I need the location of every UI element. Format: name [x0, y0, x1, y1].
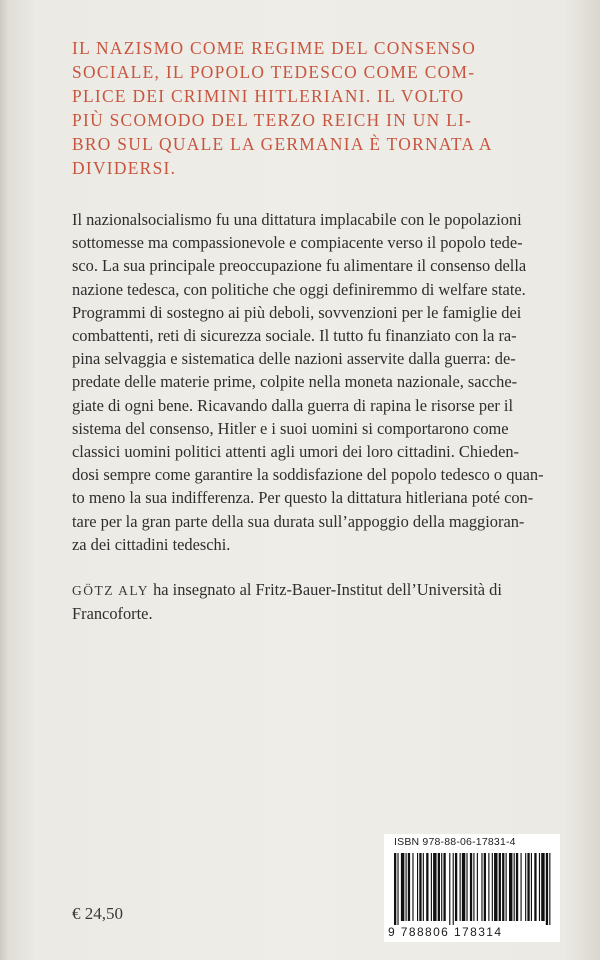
barcode-bar — [546, 853, 548, 925]
description-line: sottomesse ma compassionevole e compiacente verso il popolo tede- — [72, 233, 523, 253]
barcode-bar — [466, 853, 467, 921]
blurb-line: IL NAZISMO COME REGIME DEL CONSENSO — [72, 38, 477, 58]
barcode-bar — [394, 853, 396, 925]
barcode-bar — [516, 853, 518, 921]
isbn-label: ISBN 978-88-06-17831-4 — [394, 836, 516, 848]
description-line: za dei cittadini tedeschi. — [72, 534, 231, 554]
barcode-bar — [514, 853, 515, 921]
barcode-bar — [527, 853, 529, 921]
barcode-bar — [521, 853, 522, 921]
barcode-bar — [453, 853, 454, 925]
barcode-bar — [531, 853, 532, 921]
description-line: pina selvaggia e sistematica delle nazioni asservite dalla guerra: de- — [72, 349, 516, 369]
barcode-bar — [397, 853, 398, 925]
barcode-bar — [525, 853, 526, 921]
barcode-bar — [502, 853, 504, 921]
barcode-bar — [401, 853, 404, 921]
barcode-bar — [417, 853, 418, 921]
description-line: nazione tedesca, con politiche che oggi definiremmo di welfare state. — [72, 279, 526, 299]
description-line: to meno la sua indifferenza. Per questo la dittatura hitleriana poté con- — [72, 488, 534, 508]
barcode-bar — [488, 853, 489, 921]
barcode-bar — [499, 853, 501, 921]
author-bio-text: ha insegnato al Fritz-Bauer-Institut dell’Università di — [149, 580, 502, 599]
barcode-bar — [419, 853, 421, 921]
description-line: classici uomini politici attenti agli umori dei loro cittadini. Chieden- — [72, 442, 520, 462]
author-bio — [72, 578, 572, 625]
blurb-line: PIÙ SCOMODO DEL TERZO REICH IN UN LI- — [72, 110, 473, 130]
barcode-bar — [433, 853, 436, 921]
description-line: dosi sempre come garantire la soddisfazione del popolo tedesco o quan- — [72, 465, 544, 485]
blurb-line: BRO SUL QUALE LA GERMANIA È TORNATA A — [72, 134, 493, 154]
description-line: giate di ogni bene. Ricavando dalla guerra di rapina le risorse per il — [72, 395, 514, 415]
description-line: Il nazionalsocialismo fu una dittatura implacabile con le popolazioni — [72, 210, 522, 229]
barcode-bars — [390, 853, 554, 925]
barcode-bar — [506, 853, 507, 921]
description-line: predate delle materie prime, colpite nella moneta nazionale, sacche- — [72, 372, 518, 392]
barcode-bar — [477, 853, 478, 921]
barcode-bar — [426, 853, 428, 921]
barcode-bar — [412, 853, 413, 921]
barcode-bar — [539, 853, 540, 921]
barcode-bar — [509, 853, 512, 921]
barcode-bar — [484, 853, 486, 921]
ean-digits: 9 788806 178314 — [388, 925, 503, 939]
description-paragraph — [72, 208, 572, 556]
barcode-bar — [449, 853, 450, 925]
description-line: tare per la gran parte della sua durata sull’appoggio della maggioran- — [72, 511, 525, 531]
description-line: sco. La sua principale preoccupazione fu alimentare il consenso della — [72, 256, 527, 276]
barcode-bar — [455, 853, 457, 921]
author-name: GÖTZ ALY — [72, 583, 150, 598]
barcode-bar — [541, 853, 544, 921]
description-line: combattenti, reti di sicurezza sociale. Il tutto fu finanziato con la ra- — [72, 326, 517, 346]
barcode-bar — [441, 853, 442, 921]
barcode-panel — [384, 834, 560, 942]
barcode-bar — [443, 853, 445, 921]
barcode-bar — [431, 853, 432, 921]
barcode-bar — [534, 853, 536, 921]
blurb-line: SOCIALE, IL POPOLO TEDESCO COME COM- — [72, 62, 476, 82]
blurb-line: PLICE DEI CRIMINI HITLERIANI. IL VOLTO — [72, 86, 465, 106]
barcode-bar — [423, 853, 424, 921]
barcode-bar — [460, 853, 461, 921]
blurb-line: DIVIDERSI. — [72, 158, 177, 178]
barcode-bar — [494, 853, 497, 921]
cover-blurb — [72, 36, 572, 180]
barcode-bar — [438, 853, 440, 921]
spine-shadow — [0, 0, 8, 960]
barcode-bar — [470, 853, 472, 921]
barcode-bar — [492, 853, 493, 921]
barcode-bar — [406, 853, 407, 921]
barcode-bar — [481, 853, 482, 921]
barcode-bar — [549, 853, 550, 925]
author-bio-line — [72, 578, 572, 602]
barcode-bar — [473, 853, 474, 921]
barcode-bar — [462, 853, 465, 921]
price-label: € 24,50 — [72, 904, 123, 923]
barcode-bar — [408, 853, 410, 921]
author-bio-line: Francoforte. — [72, 604, 153, 624]
description-line: Programmi di sostegno ai più deboli, sovvenzioni per le famiglie dei — [72, 302, 522, 322]
description-line: sistema del consenso, Hitler e i suoi uomini si comportarono come — [72, 418, 509, 438]
